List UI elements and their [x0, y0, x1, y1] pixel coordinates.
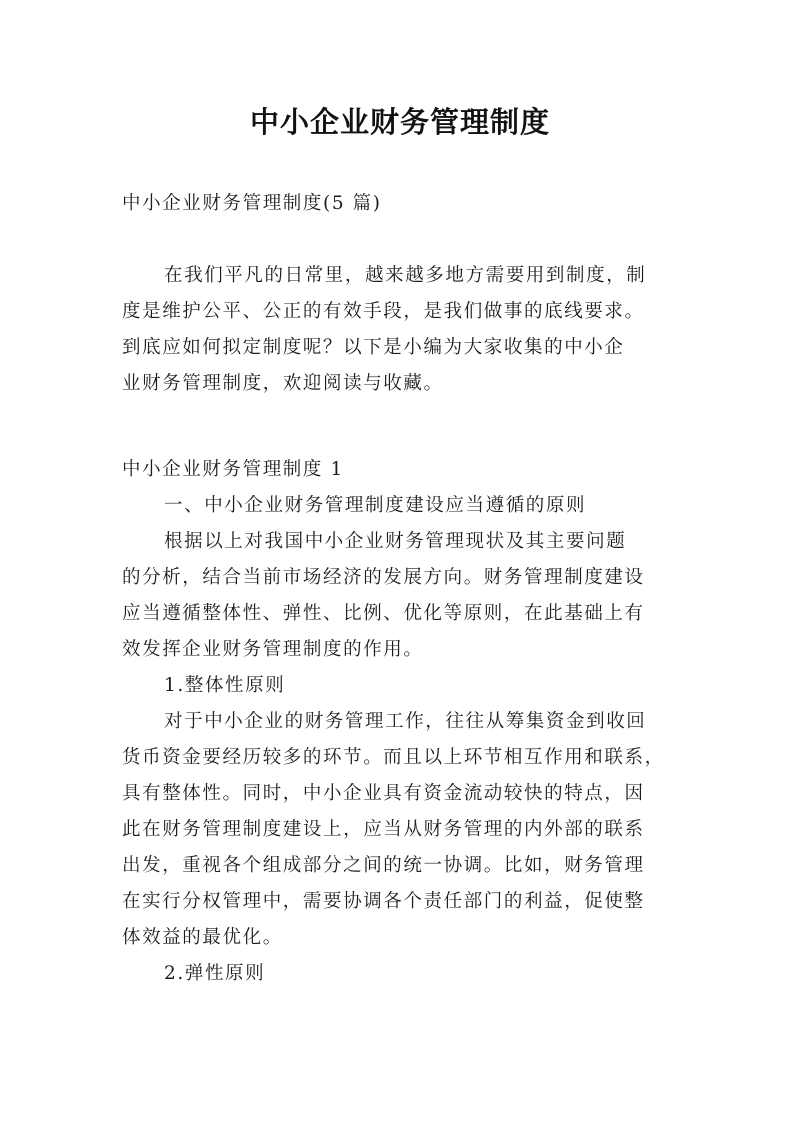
paragraph-line: 应当遵循整体性、弹性、比例、优化等原则，在此基础上有	[122, 603, 645, 624]
paragraph-line: 效发挥企业财务管理制度的作用。	[122, 639, 424, 660]
item-heading: 1.整体性原则	[164, 675, 286, 696]
section-1	[122, 452, 680, 992]
paragraph-line: 货币资金要经历较多的环节。而且以上环节相互作用和联系，	[122, 747, 665, 768]
paragraph-line: 具有整体性。同时，中小企业具有资金流动较快的特点，因	[122, 783, 645, 804]
item-heading: 2.弹性原则	[164, 963, 266, 984]
intro-line: 业财务管理制度，欢迎阅读与收藏。	[122, 373, 444, 394]
principles-heading: 一、中小企业财务管理制度建设应当遵循的原则	[164, 495, 587, 516]
paragraph-line: 体效益的最优化。	[122, 927, 283, 948]
document-title: 中小企业财务管理制度	[249, 105, 550, 139]
paragraph-line: 的分析，结合当前市场经济的发展方向。财务管理制度建设	[122, 567, 645, 588]
intro-line: 度是维护公平、公正的有效手段，是我们做事的底线要求。	[122, 301, 645, 322]
document-subtitle	[122, 186, 680, 222]
paragraph-line: 对于中小企业的财务管理工作，往往从筹集资金到收回	[164, 711, 647, 732]
subtitle-line: 中小企业财务管理制度(5 篇)	[122, 193, 382, 214]
paragraph-line: 根据以上对我国中小企业财务管理现状及其主要问题	[164, 531, 627, 552]
paragraph-line: 在实行分权管理中，需要协调各个责任部门的利益，促使整	[122, 891, 645, 912]
intro-line: 到底应如何拟定制度呢？以下是小编为大家收集的中小企	[122, 337, 625, 358]
intro-paragraph	[122, 258, 680, 402]
paragraph-line: 此在财务管理制度建设上，应当从财务管理的内外部的联系	[122, 819, 645, 840]
section-heading: 中小企业财务管理制度 1	[122, 459, 344, 480]
intro-line: 在我们平凡的日常里，越来越多地方需要用到制度，制	[164, 265, 647, 286]
paragraph-line: 出发，重视各个组成部分之间的统一协调。比如，财务管理	[122, 855, 645, 876]
